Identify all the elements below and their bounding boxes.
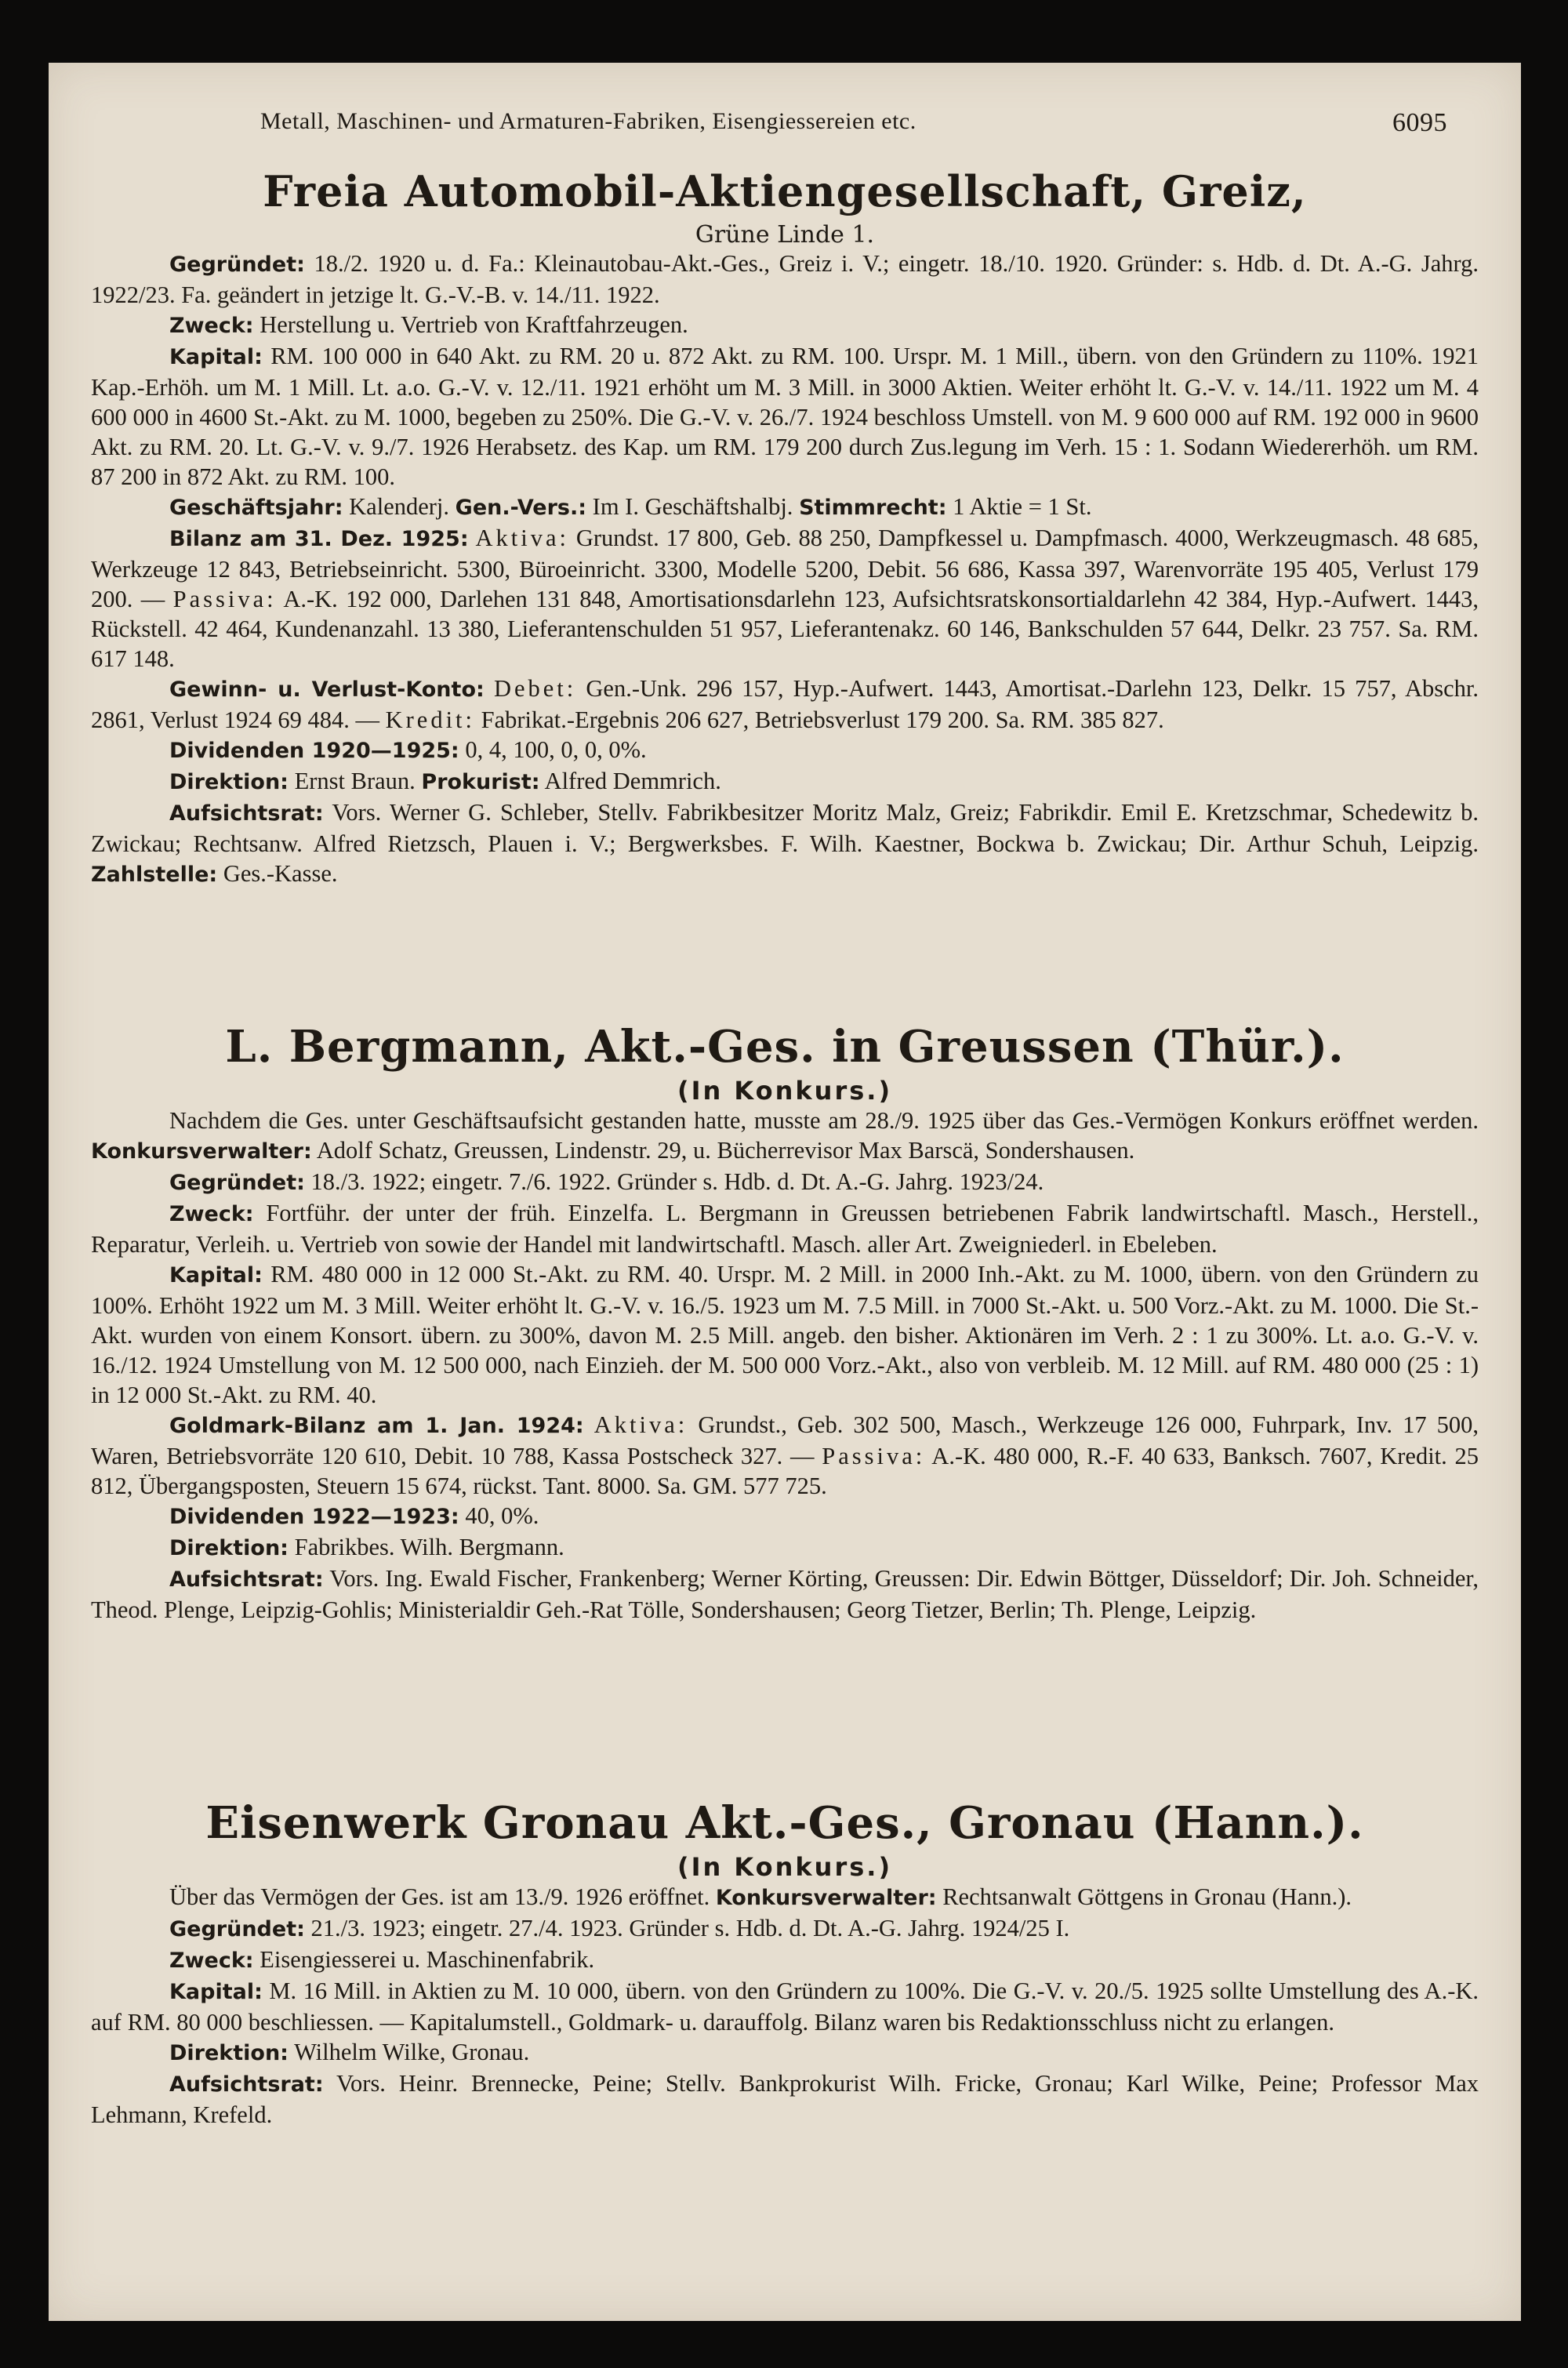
entry-geschaeftsjahr: Geschäftsjahr: Kalenderj. Gen.-Vers.: Im I. Geschäftshalbj. Stimmrecht: 1 Aktie = 1 St.: [169, 493, 1092, 520]
company-entry-freia: [91, 166, 1479, 890]
running-title: Metall, Maschinen- und Armaturen-Fabriken, Eisengiessereien etc.: [260, 108, 916, 134]
company-address: Grüne Linde 1.: [695, 221, 875, 249]
konkurs-label: (In Konkurs.): [677, 1076, 893, 1106]
entry-gegruendet: Gegründet: 21./3. 1923; eingetr. 27./4. 1923. Gründer s. Hdb. d. Dt. A.-G. Jahrg. 1924/25 I.: [169, 1915, 1070, 1941]
entry-dividenden: Dividenden 1920—1925: 0, 4, 100, 0, 0, 0%.: [169, 736, 647, 763]
entry-gegruendet: Gegründet: 18./2. 1920 u. d. Fa.: Kleinautobau-Akt.-Ges., Greiz i. V.; eingetr. 18./10. 1920. Gründer: s. Hdb. d. Dt. A.-G. Jahrg. 1922/23. Fa. geändert in jetzige lt. G.-V.-B. v. 14./11. 1922.: [91, 250, 1479, 308]
entry-zweck: Zweck: Herstellung u. Vertrieb von Kraftfahrzeugen.: [169, 311, 688, 338]
entry-gegruendet: Gegründet: 18./3. 1922; eingetr. 7./6. 1922. Gründer s. Hdb. d. Dt. A.-G. Jahrg. 1923/24.: [169, 1168, 1044, 1195]
konkurs-label: (In Konkurs.): [677, 1852, 893, 1882]
entry-kapital: Kapital: RM. 100 000 in 640 Akt. zu RM. 20 u. 872 Akt. zu RM. 100. Urspr. M. 1 Mill., übern. von den Gründern zu 110%. 1921 Kap.-Erhöh. um M. 1 Mill. Lt. a.o. G.-V. v. 12./11. 1921 erhöht um M. 3 Mill. in 3000 Aktien. Weiter erhöht lt. G.-V. v. 14./11. 1922 um M. 4 600 000 in 4600 St.-Akt. zu M. 1000, begeben zu 250%. Die G.-V. v. 26./7. 1924 beschloss Umstell. von M. 9 600 000 auf RM. 192 000 in 9600 Akt. zu RM. 20. Lt. G.-V. v. 9./7. 1926 Herabsetz. des Kap. um RM. 179 200 durch Zus.legung im Verh. 15 : 1. Sodann Wiedererhöh. um RM. 87 200 in 872 Akt. zu RM. 100.: [91, 343, 1479, 490]
company-entry-gronau: [91, 1797, 1479, 2130]
company-title: Freia Automobil-Aktiengesellschaft, Greiz,: [263, 166, 1307, 216]
company-title: Eisenwerk Gronau Akt.-Ges., Gronau (Hann.).: [205, 1797, 1364, 1849]
entry-direktion: Direktion: Wilhelm Wilke, Gronau.: [169, 2039, 530, 2065]
entry-aufsichtsrat: Aufsichtsrat: Vors. Werner G. Schleber, Stellv. Fabrikbesitzer Moritz Malz, Greiz; Fabrikdir. Emil E. Kretzschmar, Schedewitz b. Zwickau; Rechtsanw. Alfred Rietzsch, Plauen i. V.; Bergwerksbes. F. Wilh. Kaestner, Bockwa b. Zwickau; Dir. Arthur Schuh, Leipzig. Zahlstelle: Ges.-Kasse.: [91, 799, 1479, 887]
entry-bilanz: Bilanz am 31. Dez. 1925: Aktiva: Grundst. 17 800, Geb. 88 250, Dampfkessel u. Dampfmasch. 4000, Werkzeugmasch. 48 685, Werkzeuge 12 843, Betriebseinricht. 5300, Büroeinricht. 3300, Modelle 5200, Debit. 56 686, Kassa 397, Warenvorräte 195 405, Verlust 179 200. — Passiva: A.-K. 192 000, Darlehen 131 848, Amortisationsdarlehn 123, Aufsichtsratskonsortialdarlehn 42 384, Hyp.-Aufwert. 1443, Rückstell. 42 464, Kundenanzahl. 13 380, Lieferantenschulden 51 957, Lieferantenakz. 60 146, Bankschulden 57 644, Delkr. 23 757. Sa. RM. 617 148.: [91, 525, 1479, 672]
entry-aufsichtsrat: Aufsichtsrat: Vors. Ing. Ewald Fischer, Frankenberg; Werner Körting, Greussen: Dir. Edwin Böttger, Düsseldorf; Dir. Joh. Schneider, Theod. Plenge, Leipzig-Gohlis; Ministerialdir Geh.-Rat Tölle, Sondershausen; Georg Tietzer, Berlin; Th. Plenge, Leipzig.: [91, 1565, 1479, 1623]
entry-intro: Nachdem die Ges. unter Geschäftsaufsicht gestanden hatte, musste am 28./9. 1925 über das Ges.-Vermögen Konkurs eröffnet werden. Konkursverwalter: Adolf Schatz, Greussen, Lindenstr. 29, u. Bücherrevisor Max Barscä, Sondershausen.: [91, 1107, 1479, 1164]
company-title: L. Bergmann, Akt.-Ges. in Greussen (Thür.).: [225, 1021, 1345, 1073]
company-entry-bergmann: [91, 1021, 1479, 1625]
entry-zweck: Zweck: Fortführ. der unter der früh. Einzelfa. L. Bergmann in Greussen betriebenen Fabrik landwirtschaftl. Masch., Herstell., Reparatur, Verleih. u. Vertrieb von sowie der Handel mit landwirtschaftl. Masch. aller Art. Zweigniederl. in Ebeleben.: [91, 1200, 1479, 1258]
entry-zweck: Zweck: Eisengiesserei u. Maschinenfabrik.: [169, 1946, 595, 1973]
entry-guv: Gewinn- u. Verlust-Konto: Debet: Gen.-Unk. 296 157, Hyp.-Aufwert. 1443, Amortisat.-Darlehn 123, Delkr. 15 757, Abschr. 2861, Verlust 1924 69 484. — Kredit: Fabrikat.-Ergebnis 206 627, Betriebsverlust 179 200. Sa. RM. 385 827.: [91, 675, 1479, 733]
entry-kapital: Kapital: M. 16 Mill. in Aktien zu M. 10 000, übern. von den Gründern zu 100%. Die G.-V. v. 20./5. 1925 sollte Umstellung des A.-K. auf RM. 80 000 beschliessen. — Kapitalumstell., Goldmark- u. darauffolg. Bilanz waren bis Redaktionsschluss nicht zu erlangen.: [91, 1978, 1479, 2036]
book-page: [49, 63, 1521, 2321]
entry-goldmark-bilanz: Goldmark-Bilanz am 1. Jan. 1924: Aktiva: Grundst., Geb. 302 500, Masch., Werkzeuge 126 000, Fuhrpark, Inv. 17 500, Waren, Betriebsvorräte 120 610, Debit. 10 788, Kassa Postscheck 327. — Passiva: A.-K. 480 000, R.-F. 40 633, Banksch. 7607, Kredit. 25 812, Übergangsposten, Steuern 15 674, rückst. Tant. 8000. Sa. GM. 577 725.: [91, 1411, 1479, 1499]
entry-direktion: Direktion: Fabrikbes. Wilh. Bergmann.: [169, 1534, 564, 1560]
entry-dividenden: Dividenden 1922—1923: 40, 0%.: [169, 1502, 539, 1529]
entry-kapital: Kapital: RM. 480 000 in 12 000 St.-Akt. zu RM. 40. Urspr. M. 2 Mill. in 2000 Inh.-Akt. zu M. 1000, übern. von den Gründern zu 100%. Erhöht 1922 um M. 3 Mill. Weiter erhöht lt. G.-V. v. 16./5. 1923 um M. 7.5 Mill. in 7000 St.-Akt. u. 500 Vorz.-Akt. zu M. 1000. Die St.-Akt. wurden von einem Konsort. übern. zu 300%, davon M. 2.5 Mill. angeb. den bisher. Aktionären im Verh. 2 : 1 zu 300%. Lt. a.o. G.-V. v. 16./12. 1924 Umstellung von M. 12 500 000, nach Einzieh. der M. 500 000 Vorz.-Akt., also von verbleib. M. 12 Mill. auf RM. 480 000 (25 : 1) in 12 000 St.-Akt. zu RM. 40.: [91, 1261, 1479, 1408]
page-number: 6095: [1392, 108, 1447, 137]
entry-aufsichtsrat: Aufsichtsrat: Vors. Heinr. Brennecke, Peine; Stellv. Bankprokurist Wilh. Fricke, Gronau; Karl Wilke, Peine; Professor Max Lehmann, Krefeld.: [91, 2070, 1479, 2128]
entry-intro: Über das Vermögen der Ges. ist am 13./9. 1926 eröffnet. Konkursverwalter: Rechtsanwalt Göttgens in Gronau (Hann.).: [169, 1883, 1352, 1910]
entry-direktion: Direktion: Ernst Braun. Prokurist: Alfred Demmrich.: [169, 768, 721, 794]
